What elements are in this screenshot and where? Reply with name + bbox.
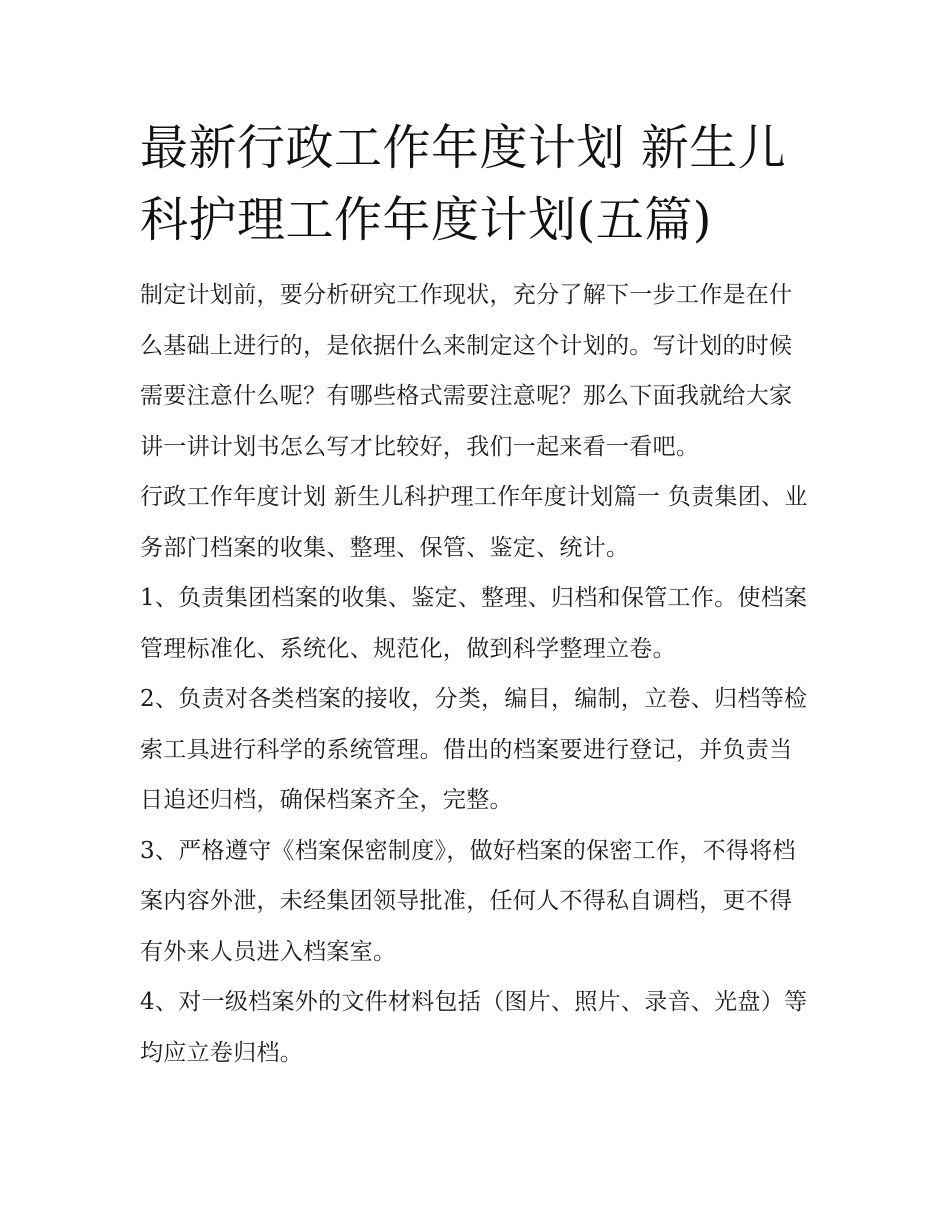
paragraph-item-3: 3、严格遵守《档案保密制度》，做好档案的保密工作，不得将档案内容外泄，未经集团领导批准，任何人不得私自调档，更不得有外来人员进入档案室。	[140, 837, 796, 965]
document-body	[140, 270, 815, 1078]
paragraph-section-one: 行政工作年度计划 新生儿科护理工作年度计划篇一 负责集团、业务部门档案的收集、整理、保管、鉴定、统计。	[140, 484, 808, 561]
document-title: 最新行政工作年度计划 新生儿科护理工作年度计划(五篇)	[140, 120, 787, 248]
paragraph-item-4: 4、对一级档案外的文件材料包括（图片、照片、录音、光盘）等均应立卷归档。	[140, 989, 808, 1066]
paragraph-item-2: 2、负责对各类档案的接收，分类，编目，编制，立卷、归档等检索工具进行科学的系统管理。借出的档案要进行登记，并负责当日追还归档，确保档案齐全，完整。	[140, 686, 808, 813]
paragraph-item-1: 1、负责集团档案的收集、鉴定、整理、归档和保管工作。使档案管理标准化、系统化、规范化，做到科学整理立卷。	[140, 585, 808, 662]
paragraph-intro: 制定计划前，要分析研究工作现状，充分了解下一步工作是在什么基础上进行的，是依据什么来制定这个计划的。写计划的时候需要注意什么呢？有哪些格式需要注意呢？那么下面我就给大家讲一讲计划书怎么写才比较好，我们一起来看一看吧。	[140, 282, 793, 460]
document-page	[140, 112, 815, 1078]
